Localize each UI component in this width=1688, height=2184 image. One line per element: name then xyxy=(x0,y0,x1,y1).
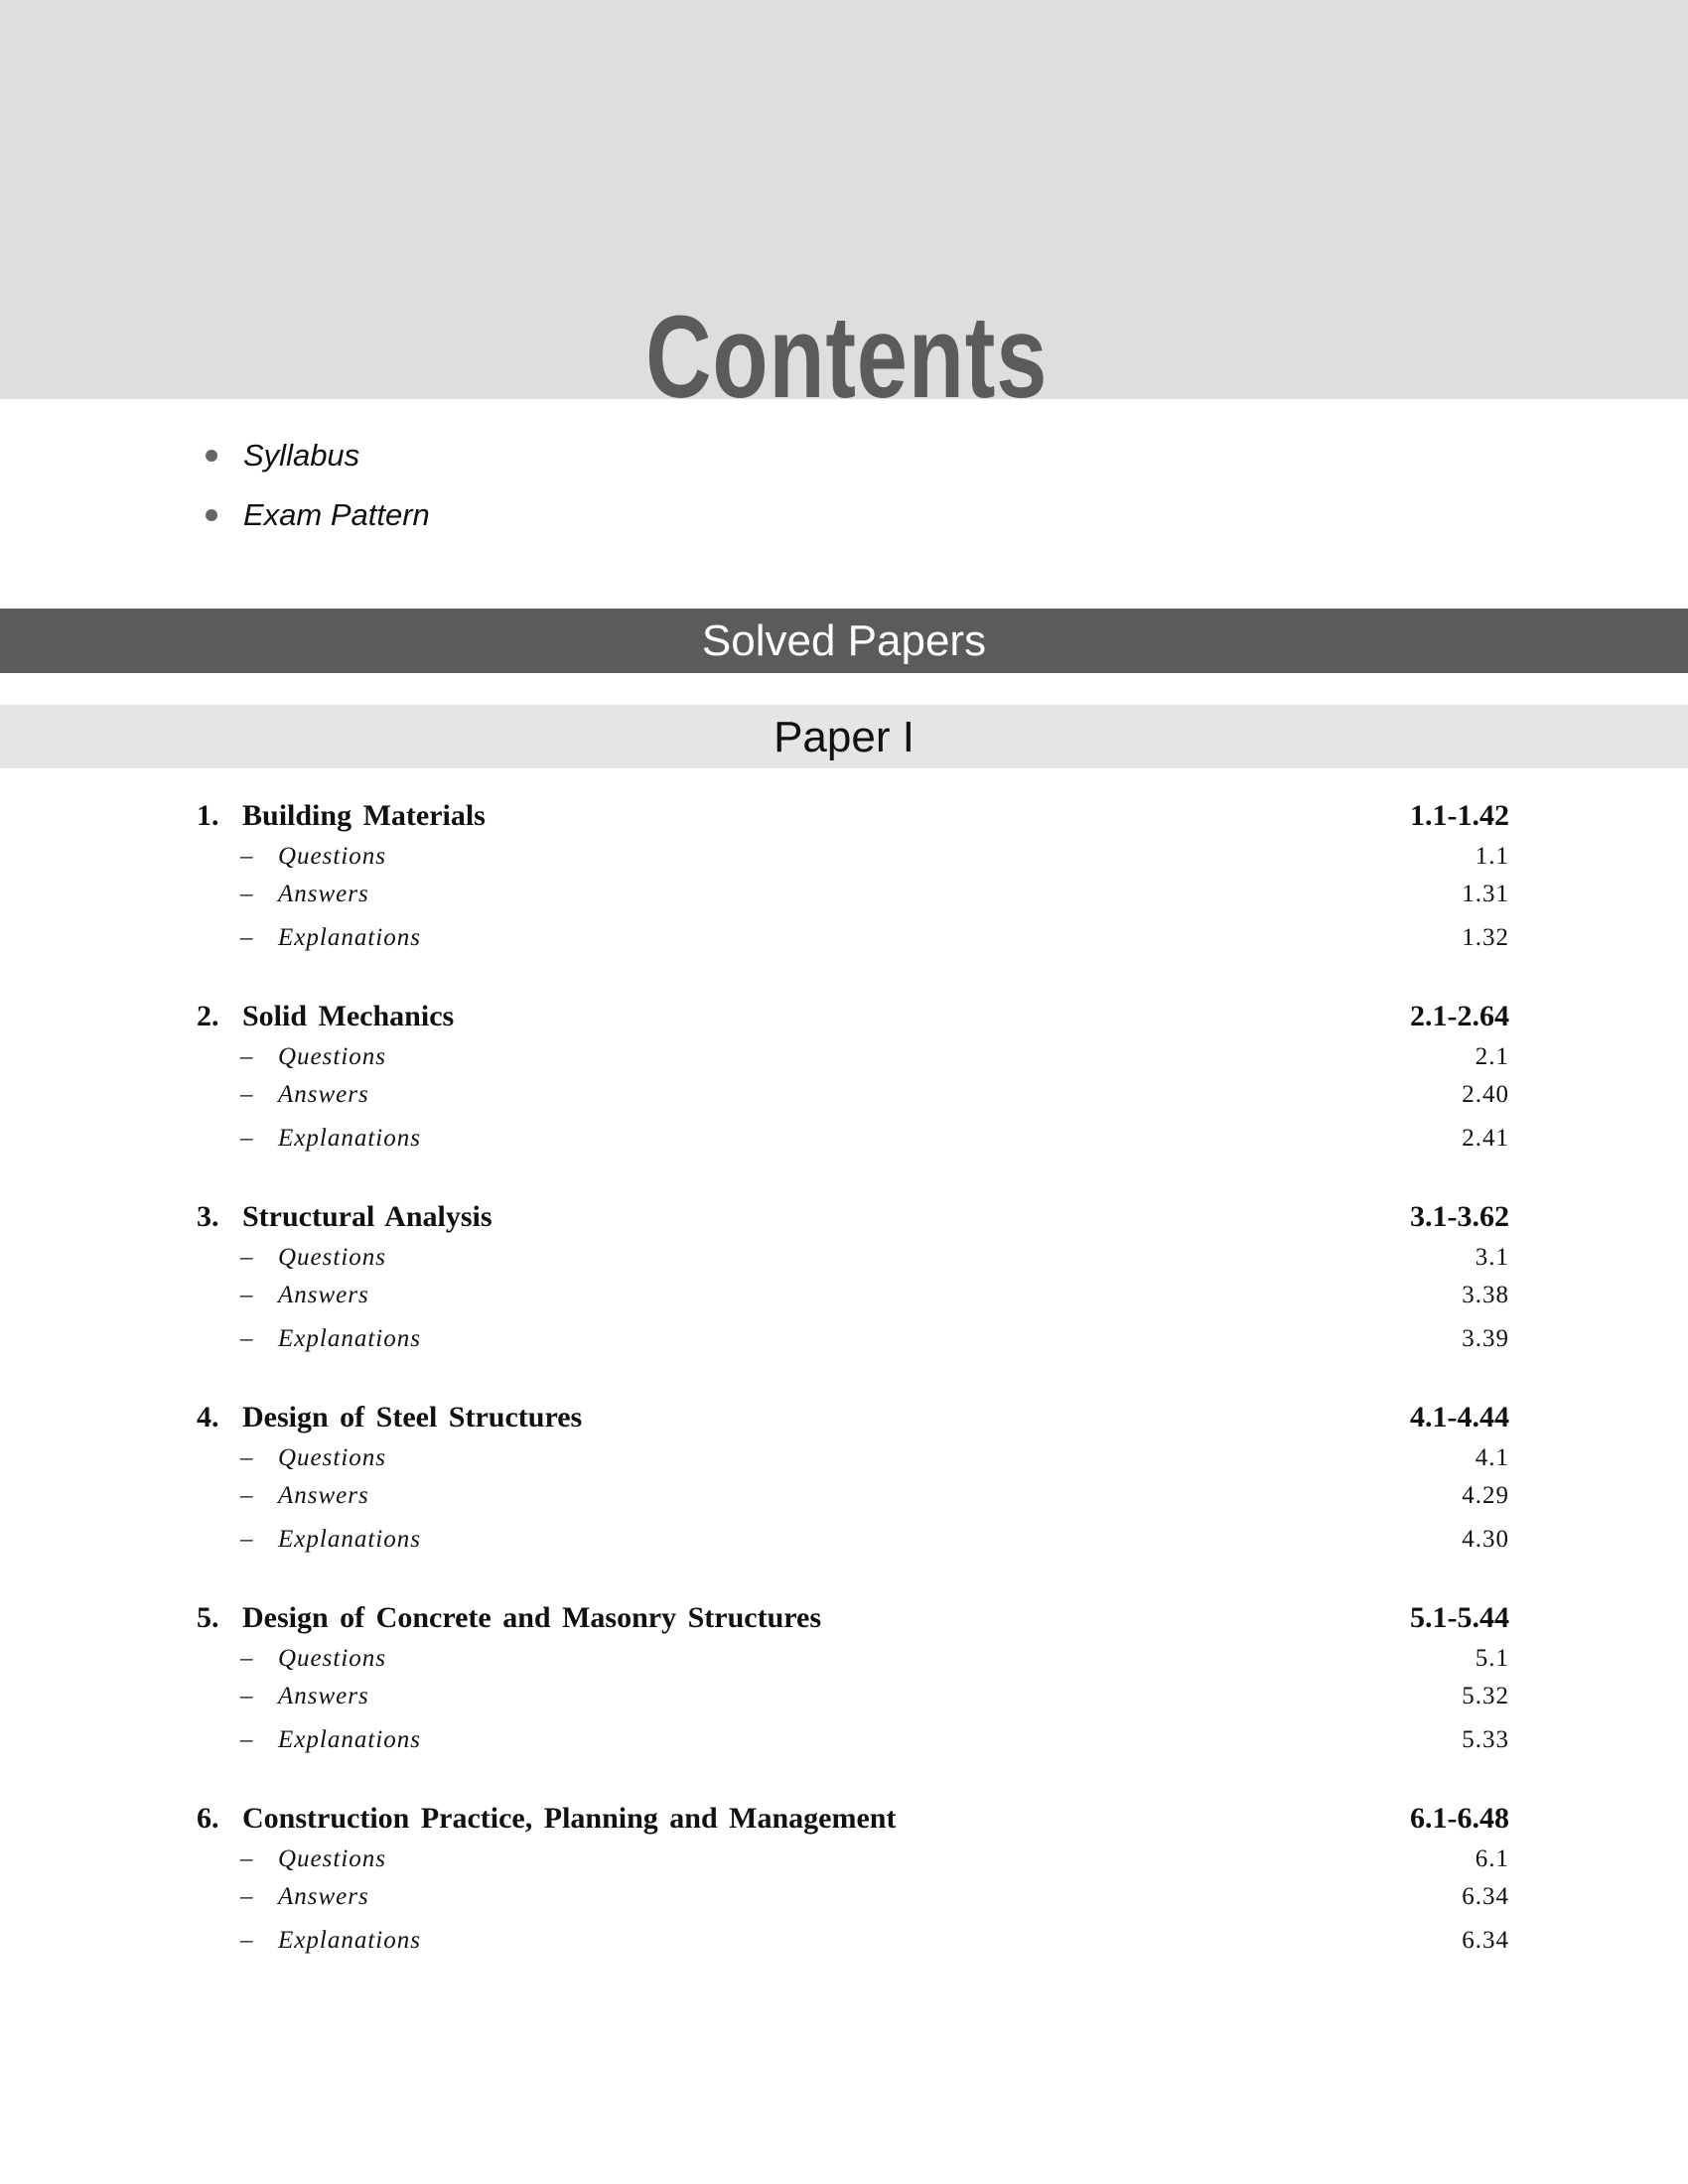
chapter-number: 2. xyxy=(197,1000,219,1032)
dash-marker: – xyxy=(240,843,254,870)
sub-entry-page: 2.1 xyxy=(1475,1043,1509,1070)
sub-entry-page: 5.33 xyxy=(1462,1726,1509,1753)
sub-entry-label: Explanations xyxy=(278,924,421,951)
sub-entry-page: 1.31 xyxy=(1462,881,1509,907)
dash-marker: – xyxy=(240,1526,254,1553)
sub-entry-page: 1.32 xyxy=(1462,924,1509,951)
chapter-page-range: 4.1-4.44 xyxy=(1410,1401,1509,1433)
dash-marker: – xyxy=(240,1043,254,1070)
sub-entry-label: Answers xyxy=(278,1282,369,1308)
chapter-number: 5. xyxy=(197,1601,219,1634)
sub-entry-label: Explanations xyxy=(278,1325,421,1352)
chapter-number: 3. xyxy=(197,1200,219,1233)
sub-entry-page: 3.38 xyxy=(1462,1282,1509,1308)
chapter-entry-concrete-masonry xyxy=(197,1596,1509,1797)
dash-marker: – xyxy=(240,1325,254,1352)
sub-entry-explanations[interactable] xyxy=(197,1922,1509,1960)
sub-entry-answers[interactable] xyxy=(197,876,1509,913)
chapter-heading[interactable] xyxy=(197,1195,1509,1239)
chapter-entry-steel-structures xyxy=(197,1396,1509,1596)
dash-marker: – xyxy=(240,881,254,907)
sub-entry-label: Questions xyxy=(278,1845,386,1872)
chapter-title: Construction Practice, Planning and Management xyxy=(242,1802,897,1835)
sub-entry-questions[interactable] xyxy=(197,1038,1509,1076)
sub-entry-label: Questions xyxy=(278,1043,386,1070)
sub-entry-label: Answers xyxy=(278,881,369,907)
sub-entry-label: Explanations xyxy=(278,1526,421,1553)
sub-entry-page: 2.41 xyxy=(1462,1125,1509,1152)
sub-entry-answers[interactable] xyxy=(197,1878,1509,1916)
sub-entry-answers[interactable] xyxy=(197,1477,1509,1515)
sub-entry-page: 6.34 xyxy=(1462,1927,1509,1954)
chapter-page-range: 6.1-6.48 xyxy=(1410,1802,1509,1835)
table-of-contents xyxy=(197,794,1509,1997)
chapter-page-range: 5.1-5.44 xyxy=(1410,1601,1509,1634)
sub-entry-label: Questions xyxy=(278,1444,386,1471)
chapter-title: Design of Steel Structures xyxy=(242,1401,583,1433)
sub-entry-label: Questions xyxy=(278,1244,386,1271)
dash-marker: – xyxy=(240,1683,254,1709)
sub-entry-answers[interactable] xyxy=(197,1277,1509,1314)
chapter-heading[interactable] xyxy=(197,1396,1509,1439)
chapter-number: 6. xyxy=(197,1802,219,1835)
chapter-number: 4. xyxy=(197,1401,219,1433)
sub-entry-page: 3.39 xyxy=(1462,1325,1509,1352)
sub-entry-page: 3.1 xyxy=(1475,1244,1509,1271)
dash-marker: – xyxy=(240,1645,254,1672)
chapter-page-range: 1.1-1.42 xyxy=(1410,799,1509,832)
paper-heading: Paper I xyxy=(0,705,1688,768)
sub-entry-questions[interactable] xyxy=(197,1640,1509,1678)
sub-entry-page: 4.1 xyxy=(1475,1444,1509,1471)
chapter-entry-construction-practice xyxy=(197,1797,1509,1997)
chapter-number: 1. xyxy=(197,799,219,832)
sub-entry-explanations[interactable] xyxy=(197,1120,1509,1158)
chapter-title: Structural Analysis xyxy=(242,1200,492,1233)
sub-entry-label: Questions xyxy=(278,1645,386,1672)
sub-entry-explanations[interactable] xyxy=(197,1521,1509,1559)
prelim-item-exam-pattern[interactable] xyxy=(204,492,430,552)
sub-entry-page: 4.29 xyxy=(1462,1482,1509,1509)
chapter-page-range: 2.1-2.64 xyxy=(1410,1000,1509,1032)
prelim-label: Syllabus xyxy=(243,438,360,473)
chapter-title: Solid Mechanics xyxy=(242,1000,455,1032)
sub-entry-page: 4.30 xyxy=(1462,1526,1509,1553)
dash-marker: – xyxy=(240,1244,254,1271)
sub-entry-page: 6.34 xyxy=(1462,1883,1509,1910)
chapter-heading[interactable] xyxy=(197,794,1509,838)
dash-marker: – xyxy=(240,1883,254,1910)
dash-marker: – xyxy=(240,1482,254,1509)
dash-marker: – xyxy=(240,1726,254,1753)
sub-entry-page: 1.1 xyxy=(1475,843,1509,870)
dash-marker: – xyxy=(240,1081,254,1108)
sub-entry-label: Answers xyxy=(278,1081,369,1108)
sub-entry-explanations[interactable] xyxy=(197,1320,1509,1358)
sub-entry-page: 6.1 xyxy=(1475,1845,1509,1872)
sub-entry-questions[interactable] xyxy=(197,1239,1509,1277)
dash-marker: – xyxy=(240,1927,254,1954)
sub-entry-answers[interactable] xyxy=(197,1076,1509,1114)
chapter-entry-structural-analysis xyxy=(197,1195,1509,1396)
prelim-label: Exam Pattern xyxy=(243,497,430,532)
sub-entry-label: Answers xyxy=(278,1883,369,1910)
chapter-title: Design of Concrete and Masonry Structures xyxy=(242,1601,822,1634)
sub-entry-label: Answers xyxy=(278,1683,369,1709)
sub-entry-questions[interactable] xyxy=(197,838,1509,876)
sub-entry-label: Answers xyxy=(278,1482,369,1509)
chapter-entry-solid-mechanics xyxy=(197,995,1509,1195)
sub-entry-label: Explanations xyxy=(278,1125,421,1152)
dash-marker: – xyxy=(240,1845,254,1872)
sub-entry-explanations[interactable] xyxy=(197,919,1509,957)
sub-entry-label: Questions xyxy=(278,843,386,870)
dash-marker: – xyxy=(240,1444,254,1471)
bullet-icon xyxy=(206,509,217,521)
chapter-heading[interactable] xyxy=(197,995,1509,1038)
chapter-page-range: 3.1-3.62 xyxy=(1410,1200,1509,1233)
prelim-item-syllabus[interactable] xyxy=(204,433,430,492)
sub-entry-questions[interactable] xyxy=(197,1439,1509,1477)
sub-entry-label: Explanations xyxy=(278,1927,421,1954)
sub-entry-page: 2.40 xyxy=(1462,1081,1509,1108)
dash-marker: – xyxy=(240,1282,254,1308)
page-title: Contents xyxy=(645,292,1049,423)
bullet-icon xyxy=(206,450,217,462)
sub-entry-label: Explanations xyxy=(278,1726,421,1753)
chapter-heading[interactable] xyxy=(197,1596,1509,1640)
sub-entry-explanations[interactable] xyxy=(197,1721,1509,1759)
dash-marker: – xyxy=(240,924,254,951)
sub-entry-page: 5.32 xyxy=(1462,1683,1509,1709)
chapter-entry-building-materials xyxy=(197,794,1509,995)
chapter-title: Building Materials xyxy=(242,799,486,832)
section-heading: Solved Papers xyxy=(0,609,1688,673)
sub-entry-answers[interactable] xyxy=(197,1678,1509,1715)
sub-entry-questions[interactable] xyxy=(197,1841,1509,1878)
prelim-list xyxy=(204,433,430,552)
sub-entry-page: 5.1 xyxy=(1475,1645,1509,1672)
dash-marker: – xyxy=(240,1125,254,1152)
chapter-heading[interactable] xyxy=(197,1797,1509,1841)
